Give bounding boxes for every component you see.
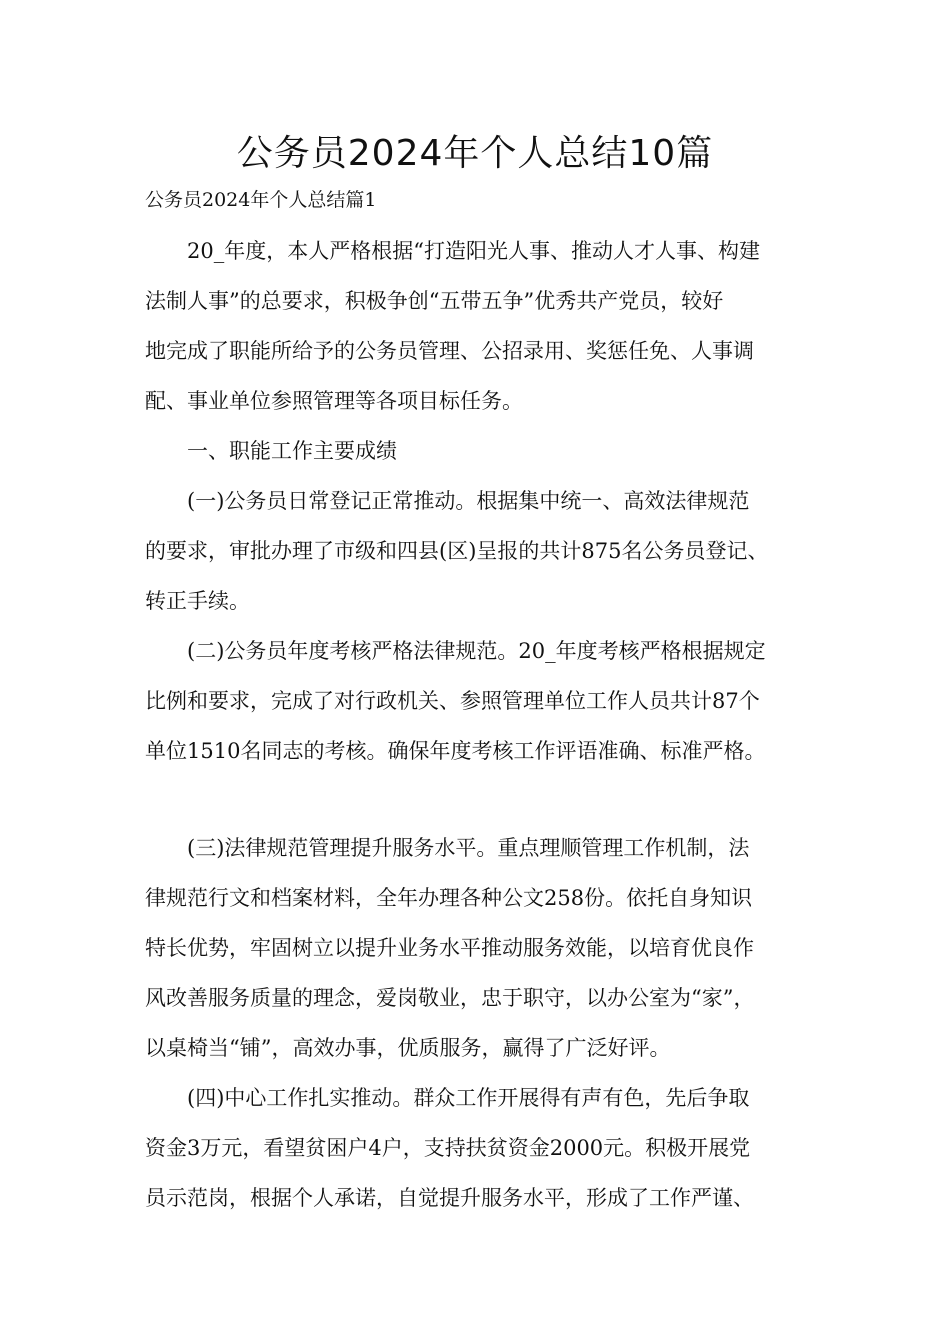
text-line: 法制人事”的总要求，积极争创“五带五争”优秀共产党员，较好	[145, 289, 724, 313]
text-line: (二)公务员年度考核严格法律规范。20_年度考核严格根据规定	[187, 639, 766, 663]
text-line: 以桌椅当“铺”，高效办事，优质服务，赢得了广泛好评。	[145, 1036, 671, 1060]
text-line: 的要求，审批办理了市级和四县(区)呈报的共计875名公务员登记、	[145, 539, 769, 563]
text-line: 单位1510名同志的考核。确保年度考核工作评语准确、标准严格。	[145, 739, 766, 763]
text-line: (四)中心工作扎实推动。群众工作开展得有声有色，先后争取	[187, 1086, 750, 1110]
text-line: 员示范岗，根据个人承诺，自觉提升服务水平，形成了工作严谨、	[145, 1186, 754, 1210]
text-line: 律规范行文和档案材料，全年办理各种公文258份。依托自身知识	[145, 886, 753, 910]
text-line: 风改善服务质量的理念，爱岗敬业，忠于职守，以办公室为“家”，	[145, 986, 755, 1010]
text-line: (一)公务员日常登记正常推动。根据集中统一、高效法律规范	[187, 489, 750, 513]
text-line: 特长优势，牢固树立以提升业务水平推动服务效能，以培育优良作	[145, 936, 754, 960]
document-title: 公务员2024年个人总结10篇	[236, 133, 714, 174]
text-line: 资金3万元，看望贫困户4户，支持扶贫资金2000元。积极开展党	[145, 1136, 751, 1160]
text-line: (三)法律规范管理提升服务水平。重点理顺管理工作机制，法	[187, 836, 750, 860]
text-line: 转正手续。	[145, 589, 250, 613]
text-line: 比例和要求，完成了对行政机关、参照管理单位工作人员共计87个	[145, 689, 760, 713]
text-line: 地完成了职能所给予的公务员管理、公招录用、奖惩任免、人事调	[145, 339, 754, 363]
document-subtitle: 公务员2024年个人总结篇1	[145, 189, 377, 211]
text-line: 配、事业单位参照管理等各项目标任务。	[145, 389, 523, 413]
text-line: 20_年度，本人严格根据“打造阳光人事、推动人才人事、构建	[187, 239, 760, 263]
section-heading: 一、职能工作主要成绩	[187, 439, 397, 463]
